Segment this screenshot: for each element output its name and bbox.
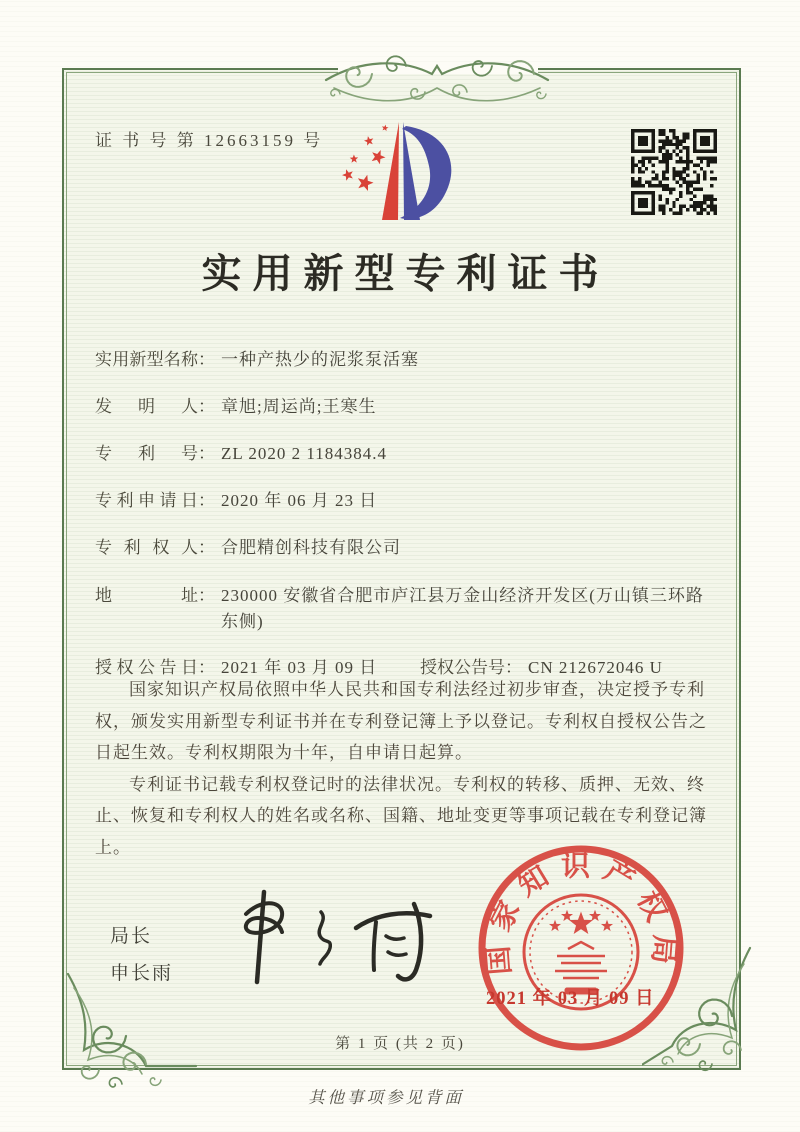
field-patent-number: 专利号 ： ZL 2020 2 1184384.4 — [95, 442, 709, 466]
field-label: 实用新型名称 — [95, 350, 198, 369]
field-label: 授权公告日 — [95, 658, 198, 677]
director-block — [110, 918, 173, 992]
field-label: 专利申请日 — [95, 491, 198, 510]
field-value: 230000 安徽省合肥市庐江县万金山经济开发区(万山镇三环路东侧) — [221, 586, 704, 631]
field-value: CN 212672046 U — [528, 658, 663, 677]
director-title: 局长 — [110, 926, 153, 947]
legal-paragraph-1: 国家知识产权局依照中华人民共和国专利法经过初步审查，决定授予专利权，颁发实用新型专利证书并在专利登记簿上予以登记。专利权自授权公告之日起生效。专利权期限为十年，自申请日起算。 — [95, 680, 707, 762]
field-patentee: 专利权人 ： 合肥精创科技有限公司 — [95, 536, 709, 560]
legal-paragraph-2: 专利证书记载专利权登记时的法律状况。专利权的转移、质押、无效、终止、恢复和专利权人的姓名或名称、国籍、地址变更等事项记载在专利登记簿上。 — [95, 774, 707, 857]
field-value: 2021 年 03 月 09 日 — [221, 658, 378, 677]
back-side-note: 其他事项参见背面 — [308, 1088, 464, 1107]
field-filing-date: 专利申请日 ： 2020 年 06 月 23 日 — [95, 489, 709, 513]
field-value: 2020 年 06 月 23 日 — [221, 491, 378, 510]
seal-date: 2021 年 03 月 09 日 — [486, 989, 655, 1009]
field-value: 一种产热少的泥浆泵活塞 — [221, 350, 419, 369]
field-address: 地址 ： 230000 安徽省合肥市庐江县万金山经济开发区(万山镇三环路东侧) — [95, 583, 709, 635]
official-seal — [473, 840, 689, 1056]
certificate-title: 实用新型专利证书 — [201, 251, 610, 296]
field-grant-date-row: 授权公告日 ： 2021 年 03 月 09 日 授权公告号 ： CN 212672046 U — [95, 656, 709, 680]
field-label: 地址 — [95, 586, 198, 605]
field-value: ZL 2020 2 1184384.4 — [221, 444, 388, 463]
director-name: 申长雨 — [110, 963, 174, 984]
director-signature — [218, 878, 448, 998]
field-label: 授权公告号 — [420, 658, 505, 677]
certificate-number: 证 书 号 第 12663159 号 — [95, 131, 324, 150]
field-value: 合肥精创科技有限公司 — [221, 538, 401, 557]
page-number: 第 1 页 (共 2 页) — [335, 1036, 465, 1052]
field-value: 章旭;周运尚;王寒生 — [221, 397, 377, 416]
qr-code — [631, 129, 717, 215]
fields-block — [95, 348, 709, 703]
ornament-mask — [338, 64, 538, 74]
cnipa-logo-icon — [328, 116, 474, 236]
field-label: 专利权人 — [95, 538, 198, 557]
legal-text-block — [95, 674, 711, 863]
field-grant-number: 授权公告号 ： CN 212672046 U — [420, 656, 663, 680]
field-label: 发明人 — [95, 397, 198, 416]
field-label: 专利号 — [95, 444, 198, 463]
seal-text: 国家知识产权局 — [481, 850, 681, 977]
field-inventors: 发明人 ： 章旭;周运尚;王寒生 — [95, 395, 709, 419]
field-utility-model-name: 实用新型名称 ： 一种产热少的泥浆泵活塞 — [95, 348, 709, 372]
